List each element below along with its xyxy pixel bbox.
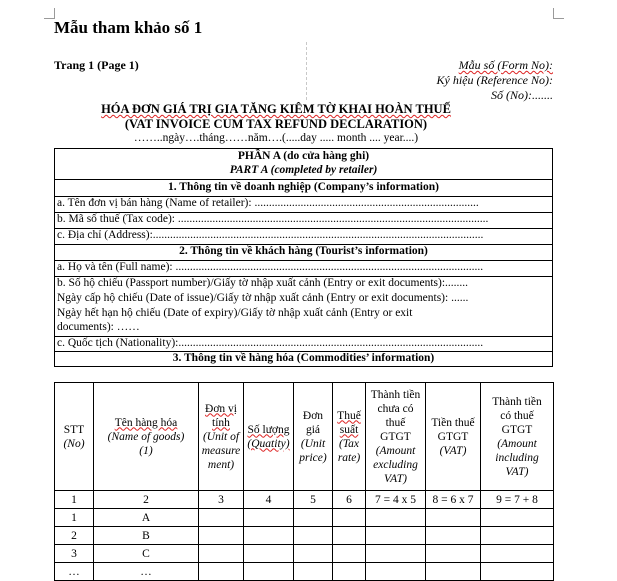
table-row: 3 C: [55, 545, 554, 563]
nationality-field: c. Quốc tịch (Nationality):..........................................................................................................: [57, 337, 484, 349]
header-amount-incl: Thành tiền có thuế GTGT (Amount including VAT): [481, 383, 554, 491]
header-goods-name: Tên hàng hóa (Name of goods) (1): [94, 383, 199, 491]
expiry-date-field-cont: documents): ……: [57, 321, 140, 333]
form-number: Mẫu số (Form No):: [458, 58, 553, 72]
issue-date-field: Ngày cấp hộ chiếu (Date of issue)/Giấy tờ nhập xuất cảnh (Entry or exit documents): ......: [57, 292, 469, 304]
header-amount-excl: Thành tiền chưa có thuế GTGT (Amount excluding VAT): [366, 383, 426, 491]
part-a-title-en: PART A (completed by retailer): [229, 164, 378, 176]
table-row: … …: [55, 563, 554, 581]
table-row: 2 B: [55, 527, 554, 545]
header-tax-rate: Thuế suất (Tax rate): [333, 383, 366, 491]
document-title: Mẫu tham khảo số 1: [54, 18, 203, 37]
address-field: c. Địa chỉ (Address):...................................................................................................................: [57, 229, 484, 241]
serial-number: Số (No):.......: [491, 88, 553, 102]
column-index-row: 1 2 3 4 5 6 7 = 4 x 5 8 = 6 x 7 9 = 7 + 8: [55, 491, 554, 509]
reference-number: Ký hiệu (Reference No):: [436, 73, 553, 87]
full-name-field: a. Họ và tên (Full name): ...........................................................................................................: [57, 261, 484, 273]
page-corner-tr: [553, 8, 564, 19]
part-a-title-vn: PHẦN A (do cửa hàng ghi): [237, 150, 370, 162]
part-a-section: [54, 148, 553, 367]
header-unit: Đơn vị tính (Unit of measure ment): [199, 383, 244, 491]
table-row: 1 A: [55, 509, 554, 527]
company-info-heading: 1. Thông tin về doanh nghiệp (Company’s information): [168, 181, 439, 193]
page-label: Trang 1 (Page 1): [54, 58, 139, 72]
passport-number-field: b. Số hộ chiếu (Passport number)/Giấy tờ nhập xuất cảnh (Entry or exit documents):........: [57, 277, 469, 289]
tax-code-field: b. Mã số thuế (Tax code): ............................................................................................................: [57, 213, 489, 225]
text-boundary-guide: [306, 42, 307, 100]
goods-table: [54, 382, 554, 581]
retailer-name-field: a. Tên đơn vị bán hàng (Name of retailer): ..............................................................................: [57, 197, 479, 209]
invoice-title-en: (VAT INVOICE CUM TAX REFUND DECLARATION): [124, 117, 428, 131]
invoice-title-vn: HÓA ĐƠN GIÁ TRỊ GIA TĂNG KIÊM TỜ KHAI HOÀN THUẾ: [101, 102, 451, 116]
tourist-info-heading: 2. Thông tin về khách hàng (Tourist’s information): [179, 245, 428, 257]
date-line: ……..ngày….tháng……năm….(.....day ..... month .... year....): [133, 132, 419, 144]
goods-header-row: [55, 383, 554, 491]
expiry-date-field: Ngày hết hạn hộ chiếu (Date of expiry)/Giấy tờ nhập xuất cảnh (Entry or exit: [57, 307, 413, 319]
header-vat: Tiền thuế GTGT (VAT): [426, 383, 481, 491]
header-unit-price: Đơn giá (Unit price): [294, 383, 333, 491]
commodities-info-heading: 3. Thông tin về hàng hóa (Commodities’ information): [172, 352, 435, 364]
header-stt: STT (No): [55, 383, 94, 491]
header-quantity: Số lượng (Quatity): [244, 383, 294, 491]
